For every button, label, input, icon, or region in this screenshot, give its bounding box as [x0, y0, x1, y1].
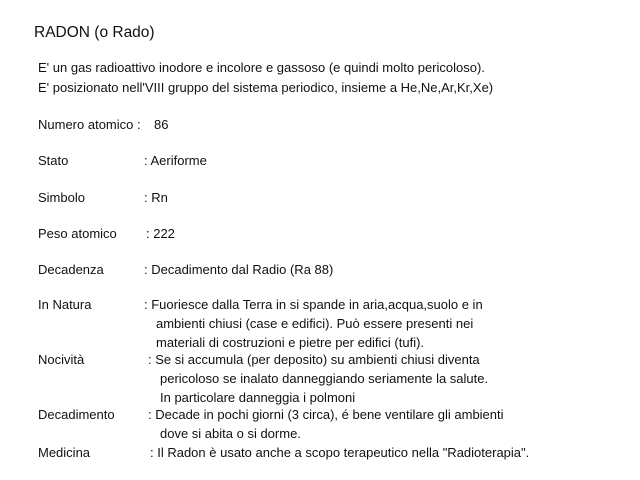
property-value [144, 151, 207, 170]
property-label: Stato [38, 153, 69, 168]
property-label: Numero atomico : [38, 117, 141, 132]
property-label: Simbolo [38, 190, 85, 205]
property-value-line: : Decade in pochi giorni (3 circa), é bene ventilare gli ambienti [148, 407, 504, 422]
property-label: Peso atomico [38, 226, 117, 241]
property-label: Decadimento [38, 407, 115, 422]
property-value-line: pericoloso se inalato danneggiando seriamente la salute. [160, 371, 489, 386]
property-value-line: : Aeriforme [144, 153, 207, 168]
property-value-line: : Il Radon è usato anche a scopo terapeutico nella "Radioterapia". [150, 445, 530, 460]
property-value-line: 86 [154, 117, 169, 132]
property-value-line: : Rn [144, 190, 168, 205]
intro-line: E' un gas radioattivo inodore e incolore e gassoso (e quindi molto pericoloso). [38, 60, 485, 75]
property-value [148, 350, 488, 407]
property-value [144, 295, 483, 352]
property-value [144, 260, 333, 279]
intro-paragraph [38, 58, 493, 98]
property-value-line: : Se si accumula (per deposito) su ambienti chiusi diventa [148, 352, 480, 367]
property-value-line: ambienti chiusi (case e edifici). Può essere presenti nei [156, 316, 474, 331]
property-value-line: dove si abita o si dorme. [160, 426, 301, 441]
property-value-line: In particolare danneggia i polmoni [160, 390, 356, 405]
property-value [150, 443, 529, 462]
property-value-line: : Fuoriesce dalla Terra in si spande in aria,acqua,suolo e in [144, 297, 483, 312]
property-value [154, 115, 168, 134]
property-value-line: : 222 [146, 226, 175, 241]
property-label: Decadenza [38, 262, 104, 277]
intro-line: E' posizionato nell'VIII gruppo del sistema periodico, insieme a He,Ne,Ar,Kr,Xe) [38, 80, 494, 95]
property-label: In Natura [38, 297, 92, 312]
property-label: Nocività [38, 352, 85, 367]
property-value [148, 405, 504, 443]
property-label: Medicina [38, 445, 91, 460]
property-value [144, 188, 168, 207]
property-value-line: materiali di costruzioni e pietre per edifici (tufi). [156, 335, 425, 350]
property-value [146, 224, 175, 243]
property-value-line: : Decadimento dal Radio (Ra 88) [144, 262, 334, 277]
page-title: RADON (o Rado) [34, 24, 155, 41]
